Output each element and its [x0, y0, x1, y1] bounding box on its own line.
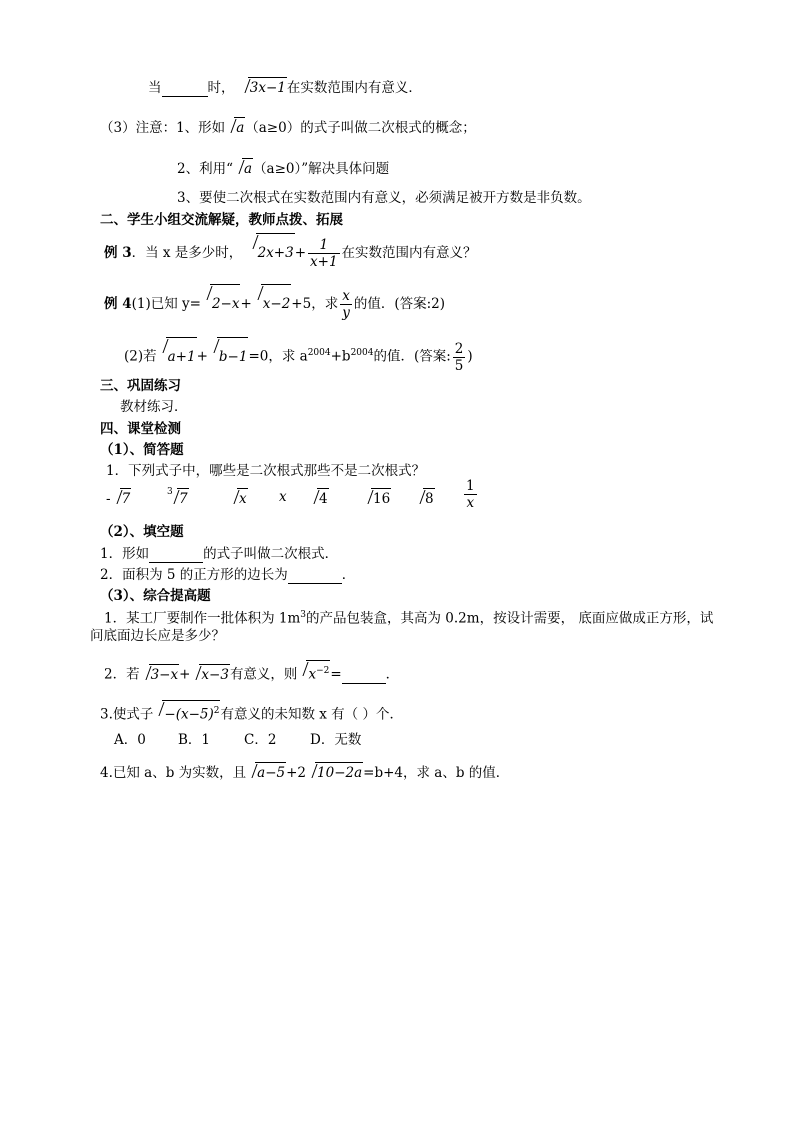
- subsection-heading: （3）、综合提高题: [100, 588, 211, 604]
- section-heading: 二、学生小组交流解疑，教师点拨、拓展: [100, 212, 343, 228]
- blank-line: [162, 82, 208, 97]
- radical: 4: [308, 488, 329, 508]
- subsection-heading: （1）、简答题: [100, 442, 184, 458]
- radical: 16: [362, 488, 391, 508]
- option-a: A．0: [114, 732, 146, 748]
- radical: $-(x-5)^2$: [154, 700, 220, 724]
- radical: a: [234, 158, 253, 178]
- practice-text: 教材练习．: [120, 399, 188, 415]
- radical: 8: [414, 488, 435, 508]
- blank-line: [342, 669, 386, 684]
- radical: b−1: [209, 337, 249, 375]
- radical: a: [226, 117, 245, 137]
- option-d: D．无数: [310, 732, 362, 748]
- fraction: $\frac{x}{y}$: [342, 288, 350, 321]
- option-b: B．1: [178, 732, 211, 748]
- radical: 3−x: [141, 664, 180, 684]
- section-heading: 三、巩固练习: [100, 378, 181, 394]
- radical: 3x−1: [240, 77, 287, 97]
- blank-line: [149, 548, 203, 563]
- radical: x−2: [253, 284, 292, 322]
- radical: x: [228, 488, 248, 508]
- radical: $x^{-2}$: [298, 660, 330, 684]
- comp-question-1: 1．某工厂要制作一批体积为 $1m^3$的产品包装盒，其高为 0.2m，按设计需要， 底面应做成正方形，试: [104, 610, 714, 627]
- radical: 2−x: [202, 284, 241, 322]
- radical: 10−2a: [307, 762, 363, 782]
- blank-line: [288, 569, 342, 584]
- text: 时，: [207, 80, 235, 96]
- example-3: 例 3．当 x 是多少时， 2x+3+ $\frac{1}{x+1}$ 在实数范围内有意义？: [104, 233, 477, 271]
- expression-x: x: [279, 489, 287, 505]
- example-4-part-1: 例 4(1)已知 y= 2−x+ x−2+5，求 $\frac{x}{y}$ 的值．(答案:2): [104, 284, 445, 322]
- line-sqrt-condition: [148, 77, 422, 97]
- comp-question-1-cont: 问底面边长应是多少？: [90, 628, 225, 644]
- fraction: $\frac{2}{5}$: [454, 340, 464, 374]
- note-line-2: 2、利用“ a（a≥0）”解决具体问题: [177, 158, 389, 178]
- fraction: $\frac{1}{x}$: [466, 478, 475, 511]
- example-4-part-2: (2)若 a+1+ b−1=0，求 $a^{2004}+b^{2004}$的值．(答案: $\frac{2}{5}$ ): [124, 335, 473, 375]
- comp-question-3: 3.使式子 $-(x-5)^2$有意义的未知数 x 有（ ）个．: [100, 700, 403, 724]
- fill-question-1: 1．形如 的式子叫做二次根式．: [100, 546, 339, 562]
- subsection-heading: （2）、填空题: [100, 524, 184, 540]
- comp-question-2: 2．若 3−x+ x−3有意义，则 $x^{-2}=$ ．: [104, 660, 399, 684]
- text: 当: [148, 80, 162, 96]
- expression-list: - 7: [106, 488, 131, 508]
- radical: a−5: [247, 762, 286, 782]
- cube-root: 3 7: [167, 487, 188, 507]
- note-line-1: （3）注意：1、形如 a（a≥0）的式子叫做二次根式的概念；: [100, 117, 476, 137]
- option-c: C．2: [244, 732, 277, 748]
- comp-question-4: 4.已知 a、b 为实数，且 a−5+2 10−2a=b+4，求 a、b 的值．: [100, 762, 509, 782]
- section-heading: 四、课堂检测: [100, 421, 181, 437]
- text: 在实数范围内有意义．: [286, 80, 422, 96]
- radical: x−3: [191, 664, 230, 684]
- radical: 2x+3: [248, 233, 295, 271]
- fraction: $\frac{1}{x+1}$: [310, 237, 338, 270]
- radical: a+1: [158, 337, 197, 375]
- radical: 7: [112, 488, 132, 508]
- note-line-3: 3、要使二次根式在实数范围内有意义，必须满足被开方数是非负数。: [177, 190, 591, 206]
- question-1: 1．下列式子中，哪些是二次根式那些不是二次根式？: [106, 463, 426, 479]
- fill-question-2: 2．面积为 5 的正方形的边长为 ．: [100, 567, 356, 583]
